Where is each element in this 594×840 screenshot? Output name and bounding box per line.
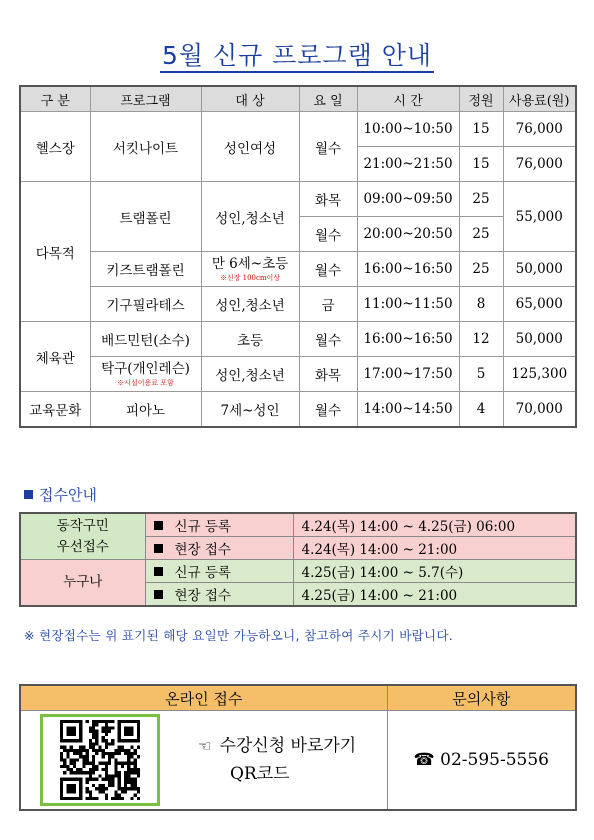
square-bullet-icon <box>24 490 33 499</box>
registration-heading-text: 접수안내 <box>39 486 97 504</box>
phone-icon: ☎ <box>413 750 435 770</box>
registration-table <box>19 512 577 607</box>
contact-table <box>19 684 577 811</box>
capacity-cell: 15 <box>459 112 503 147</box>
capacity-cell: 15 <box>459 147 503 182</box>
category-cell: 교육문화 <box>20 392 90 428</box>
program-cell: 피아노 <box>90 392 201 428</box>
header-capacity: 정원 <box>459 86 503 112</box>
fee-cell: 50,000 <box>503 252 576 287</box>
category-cell: 헬스장 <box>20 112 90 182</box>
fee-cell: 65,000 <box>503 287 576 322</box>
table-row <box>20 322 576 357</box>
reg-type-cell <box>145 560 293 583</box>
capacity-cell: 5 <box>459 357 503 392</box>
fee-cell: 125,300 <box>503 357 576 392</box>
capacity-cell: 4 <box>459 392 503 428</box>
target-cell: 성인,청소년 <box>201 357 299 392</box>
qr-code-link[interactable] <box>40 714 160 806</box>
notice-text: ※ 현장접수는 위 표기된 해당 요일만 가능하오니, 참고하여 주시기 바랍니다. <box>24 628 454 643</box>
target-text: 만 6세~초등 <box>211 255 289 272</box>
table-row <box>20 182 576 217</box>
program-text: 탁구(개인레슨) <box>101 360 190 377</box>
fee-cell: 55,000 <box>503 182 576 252</box>
capacity-cell: 25 <box>459 182 503 217</box>
day-cell: 월수 <box>299 112 357 182</box>
height-note: ※신장 100cm이상 <box>219 273 281 282</box>
table-row <box>20 357 576 392</box>
time-cell: 09:00~09:50 <box>357 182 459 217</box>
time-cell: 11:00~11:50 <box>357 287 459 322</box>
registration-heading <box>24 484 97 505</box>
header-fee: 사용료(원) <box>503 86 576 112</box>
program-cell: 트램폴린 <box>90 182 201 252</box>
table-row <box>20 513 576 537</box>
square-bullet-icon <box>154 567 163 576</box>
fee-cell: 76,000 <box>503 112 576 147</box>
table-row <box>20 287 576 322</box>
target-cell: 성인여성 <box>201 112 299 182</box>
header-category: 구 분 <box>20 86 90 112</box>
category-cell: 다목적 <box>20 182 90 322</box>
capacity-cell: 12 <box>459 322 503 357</box>
reg-type-text: 신규 등록 <box>174 565 231 581</box>
table-row <box>20 392 576 428</box>
reg-type-cell <box>145 583 293 607</box>
inquiry-header: 문의사항 <box>387 685 576 711</box>
qr-caption-line1: 수강신청 바로가기 <box>219 736 357 756</box>
reg-period-cell: 4.24(목) 14:00 ~ 4.25(금) 06:00 <box>293 513 576 537</box>
pointing-hand-icon: ☜ <box>198 737 212 755</box>
phone-cell <box>387 711 576 811</box>
table-header-row <box>20 86 576 112</box>
day-cell: 월수 <box>299 217 357 252</box>
target-cell <box>201 252 299 287</box>
table-row <box>20 560 576 583</box>
day-cell: 화목 <box>299 357 357 392</box>
reg-period-cell: 4.25(금) 14:00 ~ 5.7(수) <box>293 560 576 583</box>
category-cell: 체육관 <box>20 322 90 392</box>
group-line2: 우선접수 <box>56 538 109 555</box>
table-row <box>20 252 576 287</box>
fee-cell: 70,000 <box>503 392 576 428</box>
online-cell <box>20 711 387 811</box>
header-day: 요 일 <box>299 86 357 112</box>
group-line1: 동작구민 <box>56 517 109 534</box>
qr-caption <box>198 732 356 788</box>
fee-note: ※시설이용료 포함 <box>117 378 174 387</box>
target-cell: 성인,청소년 <box>201 287 299 322</box>
reg-type-cell <box>145 537 293 560</box>
program-cell <box>90 357 201 392</box>
capacity-cell: 25 <box>459 217 503 252</box>
program-cell: 기구필라테스 <box>90 287 201 322</box>
reg-type-text: 신규 등록 <box>174 519 231 535</box>
time-cell: 21:00~21:50 <box>357 147 459 182</box>
reg-period-cell: 4.24(목) 14:00 ~ 21:00 <box>293 537 576 560</box>
day-cell: 월수 <box>299 392 357 428</box>
header-time: 시 간 <box>357 86 459 112</box>
time-cell: 17:00~17:50 <box>357 357 459 392</box>
page-title: 5월 신규 프로그램 안내 <box>0 36 594 72</box>
target-cell: 7세~성인 <box>201 392 299 428</box>
table-row <box>20 112 576 147</box>
day-cell: 금 <box>299 287 357 322</box>
header-target: 대 상 <box>201 86 299 112</box>
qr-caption-line2: QR코드 <box>230 764 290 784</box>
program-cell: 서킷나이트 <box>90 112 201 182</box>
resident-priority-group <box>20 513 145 560</box>
reg-type-text: 현장 접수 <box>174 588 231 604</box>
time-cell: 10:00~10:50 <box>357 112 459 147</box>
square-bullet-icon <box>154 590 163 599</box>
header-program: 프로그램 <box>90 86 201 112</box>
capacity-cell: 8 <box>459 287 503 322</box>
square-bullet-icon <box>154 544 163 553</box>
time-cell: 14:00~14:50 <box>357 392 459 428</box>
day-cell: 월수 <box>299 252 357 287</box>
fee-cell: 76,000 <box>503 147 576 182</box>
capacity-cell: 25 <box>459 252 503 287</box>
reg-type-text: 현장 접수 <box>174 542 231 558</box>
everyone-group: 누구나 <box>20 560 145 607</box>
time-cell: 20:00~20:50 <box>357 217 459 252</box>
time-cell: 16:00~16:50 <box>357 252 459 287</box>
day-cell: 화목 <box>299 182 357 217</box>
online-header: 온라인 접수 <box>20 685 387 711</box>
qr-code-icon <box>60 720 140 800</box>
phone-number[interactable]: 02-595-5556 <box>440 750 549 770</box>
reg-type-cell <box>145 513 293 537</box>
target-cell: 초등 <box>201 322 299 357</box>
program-table <box>19 85 577 428</box>
program-cell: 배드민턴(소수) <box>90 322 201 357</box>
day-cell: 월수 <box>299 322 357 357</box>
reg-period-cell: 4.25(금) 14:00 ~ 21:00 <box>293 583 576 607</box>
target-cell: 성인,청소년 <box>201 182 299 252</box>
square-bullet-icon <box>154 521 163 530</box>
fee-cell: 50,000 <box>503 322 576 357</box>
program-cell: 키즈트램폴린 <box>90 252 201 287</box>
time-cell: 16:00~16:50 <box>357 322 459 357</box>
